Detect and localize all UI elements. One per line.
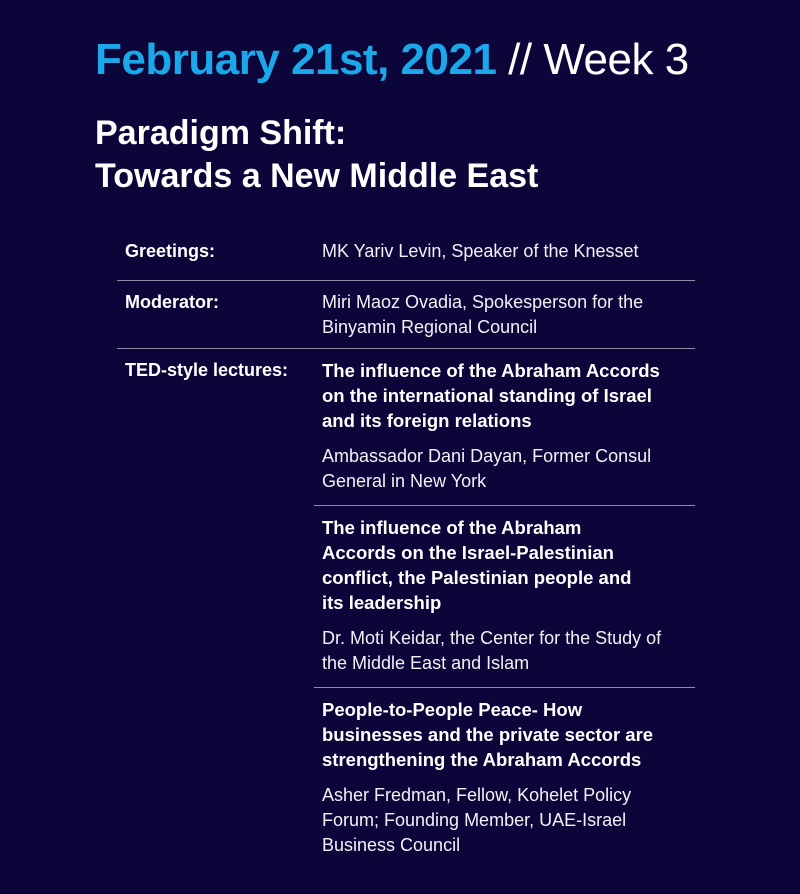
schedule-table — [117, 231, 695, 858]
moderator-row — [117, 281, 695, 349]
lecture-speaker: Ambassador Dani Dayan, Former Consul General in New York — [322, 446, 652, 491]
title-line-1: Paradigm Shift: — [95, 114, 347, 152]
date-line — [95, 32, 785, 88]
lecture-item — [314, 358, 695, 494]
lecture-speaker: Dr. Moti Keidar, the Center for the Study of the Middle East and Islam — [322, 628, 662, 673]
greetings-label: Greetings: — [125, 241, 216, 261]
lecture-title: People-to-People Peace- How businesses and the private sector are strengthening the Abraham Accords — [322, 699, 654, 770]
page-header — [95, 32, 785, 198]
lectures-list — [314, 358, 695, 858]
lecture-speaker: Asher Fredman, Fellow, Kohelet Policy Forum; Founding Member, UAE-Israel Business Council — [322, 785, 632, 855]
moderator-label: Moderator: — [125, 292, 219, 312]
lectures-row — [117, 349, 695, 858]
lecture-item — [314, 505, 695, 676]
title-line-2: Towards a New Middle East — [95, 157, 539, 195]
lecture-item — [314, 687, 695, 858]
event-date: February 21st, 2021 — [95, 35, 497, 84]
week-label: // Week 3 — [496, 35, 689, 84]
lecture-title: The influence of the Abraham Accords on the Israel-Palestinian conflict, the Palestinian people and its leadership — [322, 517, 632, 613]
greetings-value: MK Yariv Levin, Speaker of the Knesset — [322, 241, 639, 261]
greetings-row — [117, 231, 695, 281]
moderator-value: Miri Maoz Ovadia, Spokesperson for the Binyamin Regional Council — [322, 292, 644, 337]
lecture-title: The influence of the Abraham Accords on the international standing of Israel and its foreign relations — [322, 360, 660, 431]
page-title — [95, 112, 785, 198]
lectures-label: TED-style lectures: — [125, 360, 289, 380]
